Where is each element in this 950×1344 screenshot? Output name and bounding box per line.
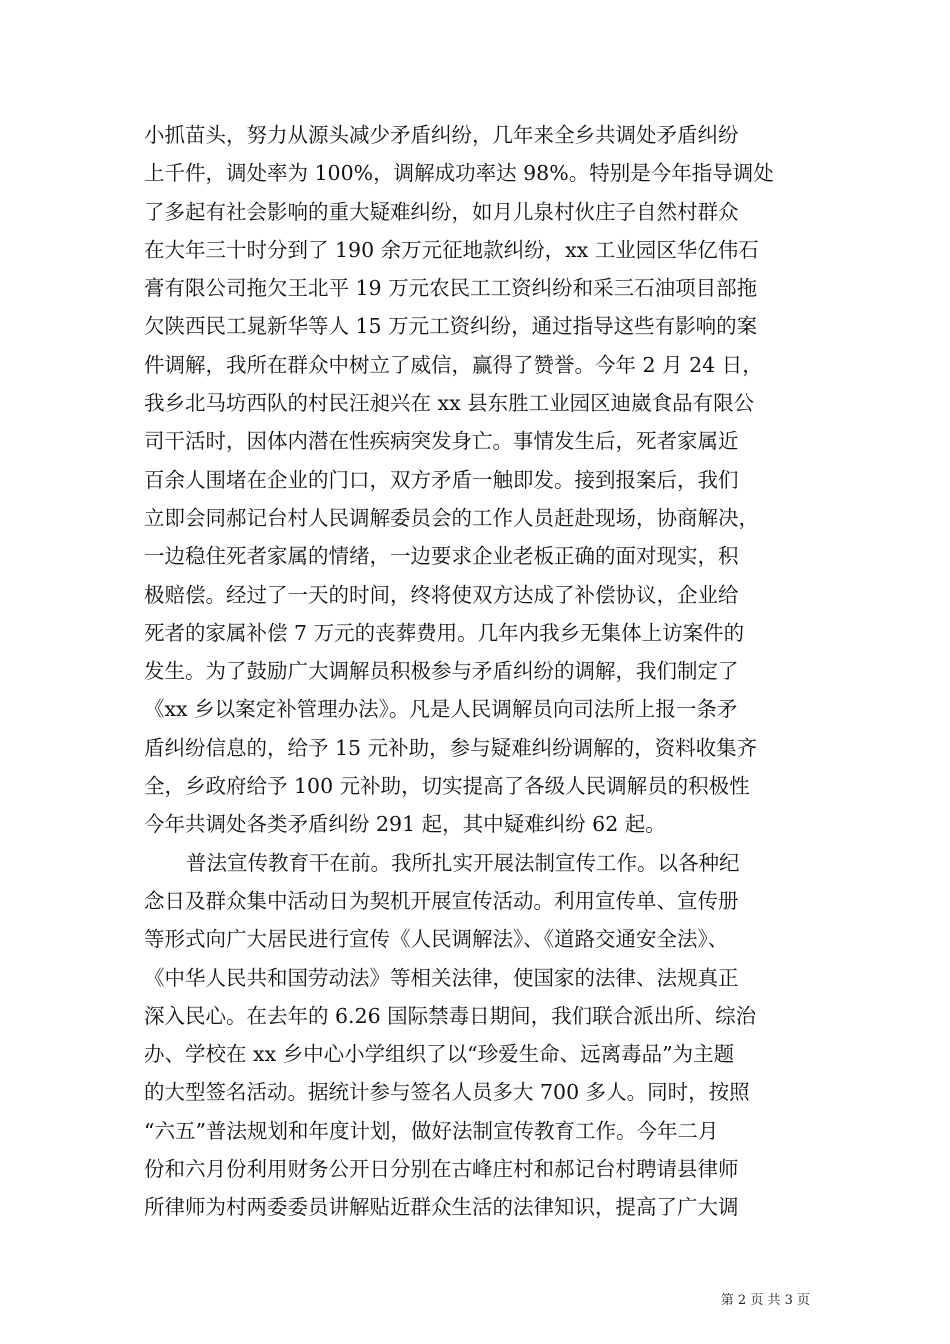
- text-line: 一边稳住死者家属的情绪，一边要求企业老板正确的面对现实，积: [144, 544, 739, 569]
- text-line: 发生。为了鼓励广大调解员积极参与矛盾纠纷的调解，我们制定了: [144, 659, 739, 684]
- text-line: 全，乡政府给予 100 元补助，切实提高了各级人民调解员的积极性: [144, 774, 750, 799]
- text-line: 在大年三十时分到了 190 余万元征地款纠纷，xx 工业园区华亿伟石: [144, 237, 759, 262]
- text-line: 立即会同郝记台村人民调解委员会的工作人员赶赴现场，协商解决，: [144, 505, 759, 530]
- text-line: 今年共调处各类矛盾纠纷 291 起，其中疑难纠纷 62 起。: [144, 812, 666, 837]
- text-line: 所律师为村两委委员讲解贴近群众生活的法律知识，提高了广大调: [144, 1195, 739, 1220]
- text-line: 的大型签名活动。据统计参与签名人员多大 700 多人。同时，按照: [144, 1080, 750, 1105]
- text-line: 极赔偿。经过了一天的时间，终将使双方达成了补偿协议，企业给: [144, 582, 739, 607]
- text-line: 份和六月份利用财务公开日分别在古峰庄村和郝记台村聘请县律师: [144, 1157, 739, 1182]
- text-line: “六五”普法规划和年度计划，做好法制宣传教育工作。今年二月: [144, 1118, 719, 1143]
- text-line: 办、学校在 xx 乡中心小学组织了以“珍爱生命、远离毒品”为主题: [144, 1042, 735, 1067]
- text-line: 《xx 乡以案定补管理办法》。凡是人民调解员向司法所上报一条矛: [144, 697, 738, 722]
- page-number: 第 2 页 共 3 页: [720, 1293, 810, 1308]
- text-line: 上千件，调处率为 100%，调解成功率达 98%。特别是今年指导调处: [144, 161, 774, 186]
- text-line: 深入民心。在去年的 6.26 国际禁毒日期间，我们联合派出所、综治: [144, 1003, 757, 1028]
- text-line: 小抓苗头，努力从源头减少矛盾纠纷，几年来全乡共调处矛盾纠纷: [144, 123, 739, 147]
- text-line: 我乡北马坊西队的村民汪昶兴在 xx 县东胜工业园区迪崴食品有限公: [144, 391, 755, 416]
- text-line: 欠陕西民工晁新华等人 15 万元工资纠纷，通过指导这些有影响的案: [144, 314, 758, 339]
- text-line: 念日及群众集中活动日为契机开展宣传活动。利用宣传单、宣传册: [144, 888, 739, 913]
- text-line: 司干活时，因体内潜在性疾病突发身亡。事情发生后，死者家属近: [144, 429, 739, 454]
- text-line: 等形式向广大居民进行宣传《人民调解法》、《道路交通安全法》、: [144, 927, 729, 952]
- paragraph-start-line: 普法宣传教育干在前。我所扎实开展法制宣传工作。以各种纪: [186, 850, 740, 875]
- body-text: [144, 116, 812, 1227]
- text-line: 《中华人民共和国劳动法》等相关法律，使国家的法律、法规真正: [144, 965, 739, 990]
- text-line: 盾纠纷信息的，给予 15 元补助，参与疑难纠纷调解的，资料收集齐: [144, 735, 758, 760]
- text-line: 死者的家属补偿 7 万元的丧葬费用。几年内我乡无集体上访案件的: [144, 620, 745, 645]
- text-line: 百余人围堵在企业的门口，双方矛盾一触即发。接到报案后，我们: [144, 467, 739, 492]
- text-line: 了多起有社会影响的重大疑难纠纷，如月儿泉村伙庄子自然村群众: [144, 199, 739, 224]
- text-line: 件调解，我所在群众中树立了威信，赢得了赞誉。今年 2 月 24 日，: [144, 352, 763, 377]
- text-line: 膏有限公司拖欠王北平 19 万元农民工工资纠纷和采三石油项目部拖: [144, 276, 758, 301]
